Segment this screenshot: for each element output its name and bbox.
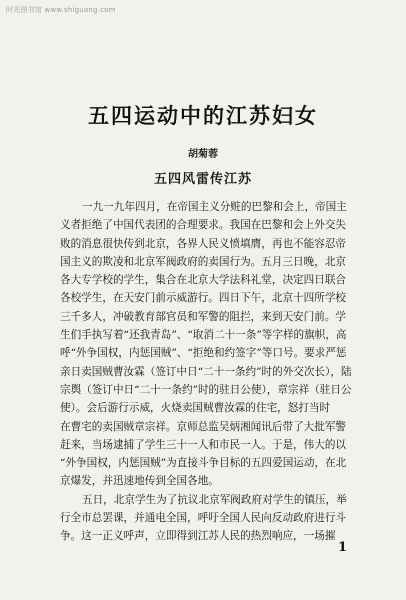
text-line: 亲日卖国贼曹汝霖（签订中日“二十一条约”时的外交次长），陆	[60, 365, 352, 378]
text-line: 京爆发，并迅速地传到全国各地。	[60, 475, 219, 488]
text-line: 争。这一正义呼声，立即得到江苏人民的热烈响应，一场摧	[60, 530, 336, 543]
section-heading: 五四风雷传江苏	[153, 172, 252, 187]
text-line: 各大专学校的学生，集合在北京大学法科礼堂，决定四日联合	[60, 274, 347, 287]
text-line: 行全市总罢课，并通电全国，呼吁全国人民向反动政府进行斗	[60, 512, 347, 525]
article-title: 五四运动中的江苏妇女	[88, 103, 318, 128]
text-line: 呼“外争国权，内惩国贼”、“拒绝和约签字”等口号。要求严惩	[60, 347, 347, 360]
text-line: 五日，北京学生为了抗议北京军阀政府对学生的镇压，举	[82, 493, 347, 506]
text-line: 使）。会后游行示威，火烧卖国贼曹汝霖的住宅，怒打当时	[60, 402, 331, 415]
page-number: 1	[338, 540, 348, 555]
text-line: 国主义的欺凌和北京军阀政府的卖国行为。五月三日晚，北京	[60, 255, 347, 268]
text-line: 义者拒绝了中国代表团的合理要求。我国在巴黎和会上外交失	[60, 219, 347, 232]
text-line: 在曹宅的卖国贼章宗祥。京师总监吴炳湘闻讯后带了大批军警	[60, 420, 347, 433]
text-line: 一九一九年四月，在帝国主义分赃的巴黎和会上，帝国主	[82, 201, 347, 213]
author-name: 胡菊蓉	[188, 149, 218, 160]
text-line: 宗舆（签订中日“二十一条约”时的驻日公使），章宗祥（驻日公	[60, 383, 352, 396]
text-line: 败的消息很快传到北京，各界人民义愤填膺，再也不能容忍帝	[60, 237, 347, 250]
body-text	[60, 198, 360, 546]
site-watermark: 时光图书馆 www.shiguang.com	[6, 6, 116, 14]
text-line: 三千多人，冲破教育部官员和军警的阻拦，来到天安门前。学	[60, 310, 347, 323]
text-line: 生们手执写着“还我青岛”、“取消二十一条”等字样的旗帜，高	[60, 329, 347, 342]
text-line: 赶来，当场逮捕了学生三十一人和市民一人。于是，伟大的以	[60, 438, 347, 451]
text-line: 各校学生，在天安门前示威游行。四日下午，北京十四所学校	[60, 292, 347, 305]
text-line: “外争国权，内惩国贼”为直接斗争目标的五四爱国运动，在北	[60, 457, 347, 470]
